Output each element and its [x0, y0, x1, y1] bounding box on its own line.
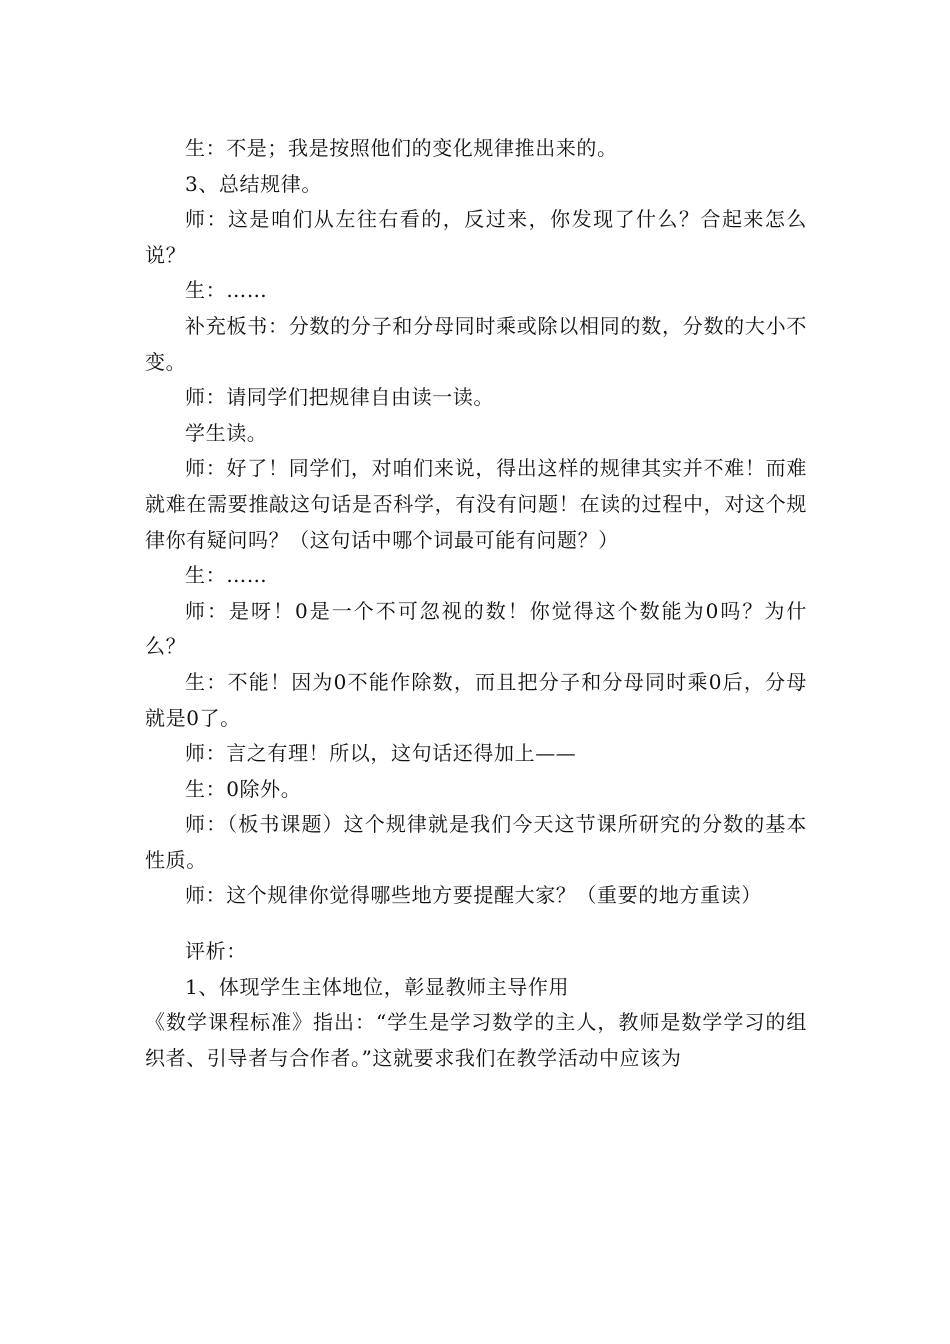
dialogue-paragraph: 师：请同学们把规律自由读一读。: [185, 385, 494, 410]
dialogue-paragraph: 生：不是；我是按照他们的变化规律推出来的。: [185, 136, 618, 160]
analysis-subheading: 1、体现学生主体地位，彰显教师主导作用: [185, 974, 570, 999]
section-step-heading: 3、总结规律。: [185, 171, 322, 196]
dialogue-paragraph: 学生读。: [185, 420, 268, 445]
analysis-body-paragraph: 《数学课程标准》指出：“学生是学习数学的主人，教师是数学学习的组织者、引导者与合作者。”这就要求我们在教学活动中应该为: [145, 1010, 807, 1070]
paragraph-spacer: [145, 914, 807, 934]
dialogue-paragraph: 师：这个规律你觉得哪些地方要提醒大家？（重要的地方重读）: [185, 883, 762, 908]
dialogue-paragraph: 师：这是咱们从左往右看的，反过来，你发现了什么？合起来怎么说？: [145, 207, 807, 267]
analysis-heading: 评析：: [185, 939, 247, 964]
dialogue-paragraph: 师：言之有理！所以，这句话还得加上——: [185, 741, 577, 766]
dialogue-paragraph: 师：好了！同学们，对咱们来说，得出这样的规律其实并不难！而难就难在需要推敲这句话是否科学，有没有问题！在读的过程中，对这个规律你有疑问吗？（这句话中哪个词最可能有问题？）: [145, 456, 807, 552]
dialogue-paragraph: 生：……: [185, 278, 268, 303]
board-note-paragraph: 补充板书：分数的分子和分母同时乘或除以相同的数，分数的大小不变。: [145, 313, 807, 374]
dialogue-paragraph: 师：（板书课题）这个规律就是我们今天这节课所研究的分数的基本性质。: [145, 812, 807, 872]
dialogue-paragraph: 生：0除外。: [185, 776, 302, 801]
dialogue-paragraph: 生：不能！因为0不能作除数，而且把分子和分母同时乘0后，分母就是0了。: [145, 669, 807, 730]
dialogue-paragraph: 生：……: [185, 563, 268, 588]
document-page: [145, 131, 807, 1076]
dialogue-paragraph: 师：是呀！0是一个不可忽视的数！你觉得这个数能为0吗？为什么？: [145, 598, 807, 659]
